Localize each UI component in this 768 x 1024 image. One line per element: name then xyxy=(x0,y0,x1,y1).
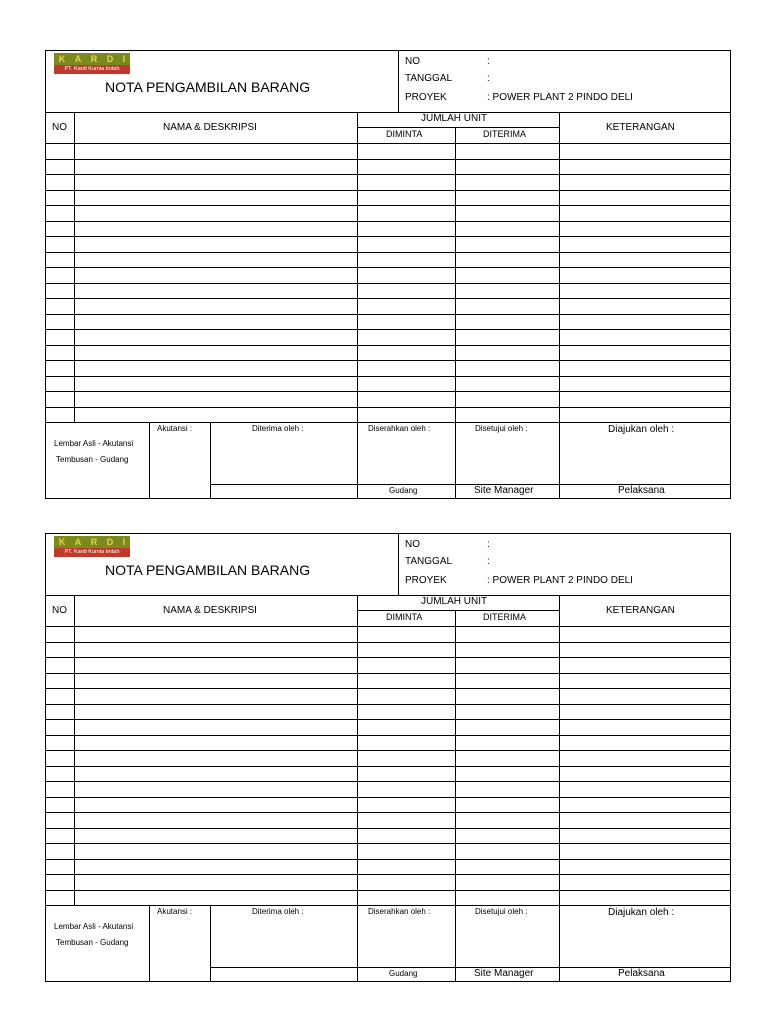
kardi-logo xyxy=(54,536,130,557)
table-row xyxy=(46,875,730,890)
table-row xyxy=(46,346,730,361)
proyek-value: : POWER PLANT 2 PINDO DELI xyxy=(487,575,633,586)
nota-form-bottom xyxy=(45,533,731,982)
table-row xyxy=(46,782,730,797)
diajukan-oleh-label: Diajukan oleh : xyxy=(608,424,675,435)
col-nama-header: NAMA & DESKRIPSI xyxy=(163,605,257,616)
col-no-header: NO xyxy=(52,605,67,616)
no-label: NO xyxy=(405,56,420,67)
lembar-asli: Lembar Asli - Akutansi xyxy=(54,922,134,931)
table-row xyxy=(46,658,730,673)
col-nama-header: NAMA & DESKRIPSI xyxy=(163,122,257,133)
table-row xyxy=(46,175,730,190)
table-row xyxy=(46,891,730,906)
table-row xyxy=(46,160,730,175)
disetujui-oleh-label: Disetujui oleh : xyxy=(475,424,528,433)
lembar-asli: Lembar Asli - Akutansi xyxy=(54,439,134,448)
tembusan: Tembusan - Gudang xyxy=(56,938,129,947)
no-label: NO xyxy=(405,539,420,550)
table-row xyxy=(46,330,730,345)
tembusan: Tembusan - Gudang xyxy=(56,455,129,464)
table-row xyxy=(46,798,730,813)
pelaksana-label: Pelaksana xyxy=(618,968,665,979)
site-manager-label: Site Manager xyxy=(474,968,534,979)
tanggal-colon: : xyxy=(487,556,490,567)
col-no-header: NO xyxy=(52,122,67,133)
table-row xyxy=(46,392,730,407)
kardi-logo xyxy=(54,53,130,74)
akutansi-label: Akutansi : xyxy=(157,907,193,916)
table-row xyxy=(46,813,730,828)
col-diterima-header: DITERIMA xyxy=(483,129,527,139)
diajukan-oleh-label: Diajukan oleh : xyxy=(608,907,675,918)
logo-company-name: PT. Kardi Kurnia Indah xyxy=(54,548,130,557)
table-row xyxy=(46,237,730,252)
pelaksana-label: Pelaksana xyxy=(618,485,665,496)
diserahkan-oleh-label: Diserahkan oleh : xyxy=(368,907,431,916)
akutansi-label: Akutansi : xyxy=(157,424,193,433)
proyek-label: PROYEK xyxy=(405,92,447,103)
table-row xyxy=(46,767,730,782)
diterima-oleh-label: Diterima oleh : xyxy=(252,907,304,916)
table-row xyxy=(46,705,730,720)
table-row xyxy=(46,206,730,221)
proyek-value: : POWER PLANT 2 PINDO DELI xyxy=(487,92,633,103)
table-row xyxy=(46,720,730,735)
gudang-label: Gudang xyxy=(389,486,418,495)
diserahkan-oleh-label: Diserahkan oleh : xyxy=(368,424,431,433)
table-row xyxy=(46,751,730,766)
logo-company-name: PT. Kardi Kurnia Indah xyxy=(54,65,130,74)
col-diminta-header: DIMINTA xyxy=(386,612,423,622)
logo-letters: K A R D I xyxy=(54,536,130,548)
col-diminta-header: DIMINTA xyxy=(386,129,423,139)
diterima-oleh-label: Diterima oleh : xyxy=(252,424,304,433)
tanggal-label: TANGGAL xyxy=(405,73,453,84)
table-row xyxy=(46,299,730,314)
tanggal-colon: : xyxy=(487,73,490,84)
col-keterangan-header: KETERANGAN xyxy=(606,122,675,133)
table-row xyxy=(46,315,730,330)
table-row xyxy=(46,222,730,237)
col-jumlah-header: JUMLAH UNIT xyxy=(421,596,488,607)
table-row xyxy=(46,674,730,689)
table-row xyxy=(46,361,730,376)
table-row xyxy=(46,191,730,206)
table-row xyxy=(46,268,730,283)
table-row xyxy=(46,408,730,423)
logo-letters: K A R D I xyxy=(54,53,130,65)
col-diterima-header: DITERIMA xyxy=(483,612,527,622)
no-colon: : xyxy=(487,539,490,550)
table-row xyxy=(46,284,730,299)
disetujui-oleh-label: Disetujui oleh : xyxy=(475,907,528,916)
table-row xyxy=(46,860,730,875)
site-manager-label: Site Manager xyxy=(474,485,534,496)
table-row xyxy=(46,736,730,751)
table-row xyxy=(46,689,730,704)
col-keterangan-header: KETERANGAN xyxy=(606,605,675,616)
table-row xyxy=(46,627,730,642)
table-row xyxy=(46,144,730,159)
table-row xyxy=(46,844,730,859)
gudang-label: Gudang xyxy=(389,969,418,978)
table-row xyxy=(46,377,730,392)
no-colon: : xyxy=(487,56,490,67)
form-title: NOTA PENGAMBILAN BARANG xyxy=(105,562,311,578)
proyek-label: PROYEK xyxy=(405,575,447,586)
table-row xyxy=(46,253,730,268)
nota-form-top xyxy=(45,50,731,499)
form-title: NOTA PENGAMBILAN BARANG xyxy=(105,79,311,95)
tanggal-label: TANGGAL xyxy=(405,556,453,567)
table-row xyxy=(46,643,730,658)
table-row xyxy=(46,829,730,844)
col-jumlah-header: JUMLAH UNIT xyxy=(421,113,488,124)
